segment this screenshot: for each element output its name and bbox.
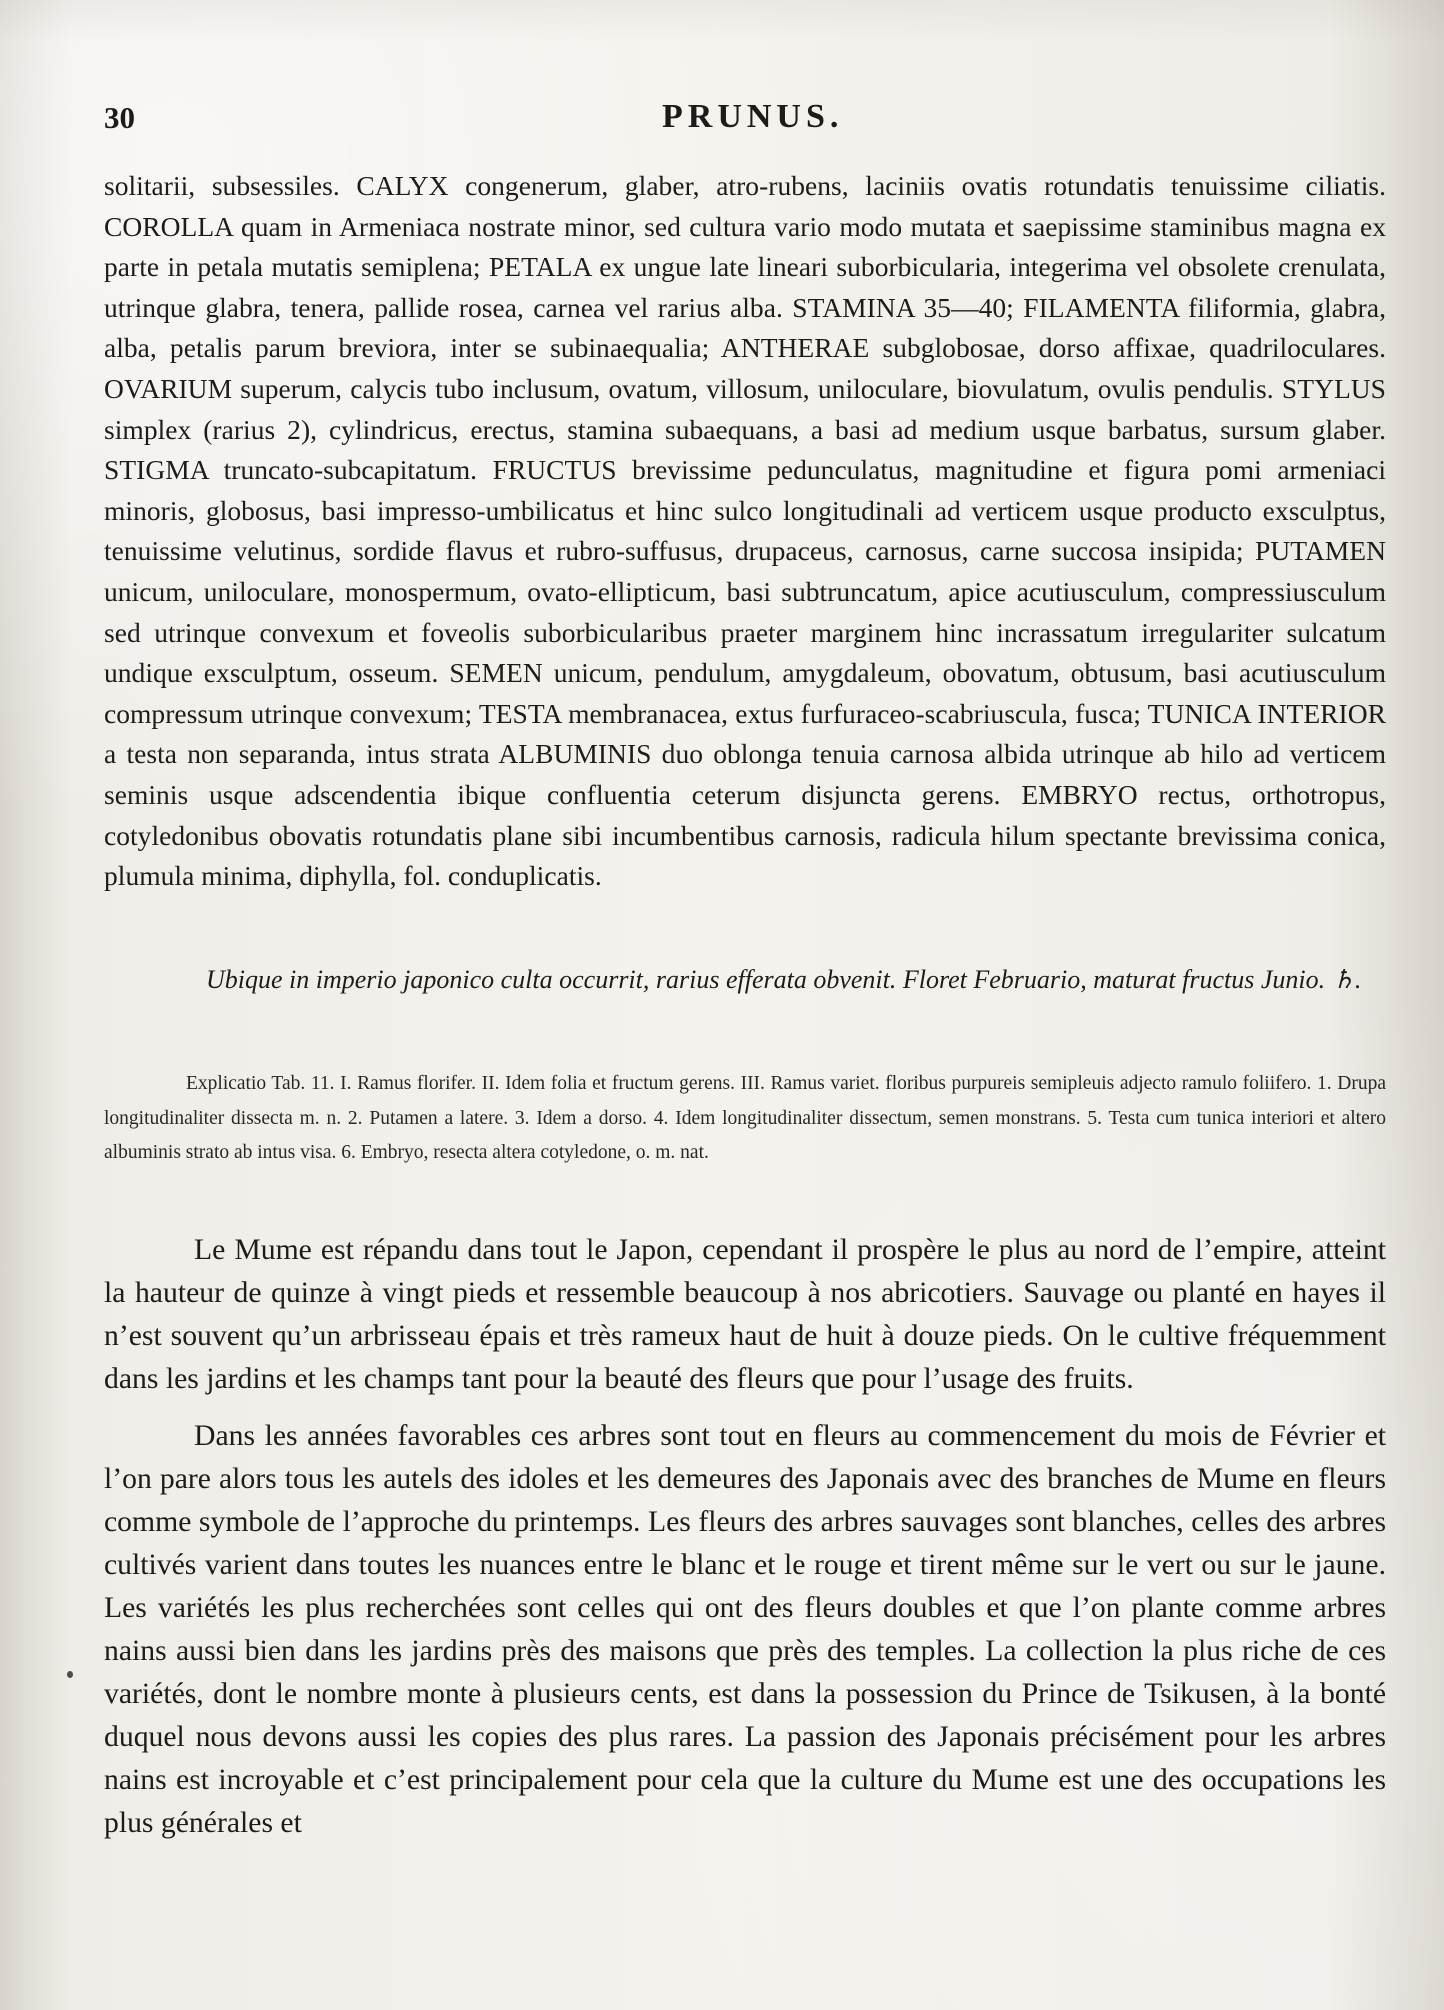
- french-description: [104, 1229, 1386, 1845]
- ink-speck: [67, 1671, 73, 1678]
- page-number: 30: [104, 100, 135, 135]
- page-shadow: [0, 0, 1444, 42]
- french-paragraph-2: Dans les années favorables ces arbres sont tout en fleurs au commencement du mois de Février et l’on pare alors tous les autels des idoles et les demeures des Japonais avec des branches de Mume en fleurs comme symbole de l’approche du printemps. Les fleurs des arbres sauvages sont blanches, celles des arbres cultivés varient dans toutes les nuances entre le blanc et le rouge et tirent même sur le vert ou sur le jaune. Les variétés les plus recherchées sont celles qui ont des fleurs doubles et que l’on plante comme arbres nains aussi bien dans les jardins près des maisons que près des temples. La collection la plus riche de ces variétés, dont le nombre monte à plusieurs cents, est dans la possession du Prince de Tsikusen, à la bonté duquel nous devons aussi les copies des plus rares. La passion des Japonais précisément pour les arbres nains est incroyable et c’est principalement pour cela que la culture du Mume est une des occupations les plus générales et: [104, 1420, 1386, 1839]
- latin-description-paragraph: solitarii, subsessiles. CALYX congenerum, glaber, atro-rubens, laciniis ovatis rotundatis tenuissime ciliatis. COROLLA quam in Armeniaca nostrate minor, sed cultura vario modo mutata et saepissime staminibus magna ex parte in petala mutatis semiplena; PETALA ex ungue late lineari suborbicularia, integerima vel obsolete crenulata, utrinque glabra, tenera, pallide rosea, carnea vel rarius alba. STAMINA 35—40; FILAMENTA filiformia, glabra, alba, petalis parum breviora, inter se subinaequalia; ANTHERAE subglobosae, dorso affixae, quadriloculares. OVARIUM superum, calycis tubo inclusum, ovatum, villosum, uniloculare, biovulatum, ovulis pendulis. STYLUS simplex (rarius 2), cylindricus, erectus, stamina subaequans, a basi ad medium usque barbatus, sursum glaber. STIGMA truncato-subcapitatum. FRUCTUS brevissime pedunculatus, magnitudine et figura pomi armeniaci minoris, globosus, basi impresso-umbilicatus et hinc sulco longitudinali ad verticem usque producto exsculptus, tenuissime velutinus, sordide flavus et rubro-suffusus, drupaceus, carnosus, carne succosa insipida; PUTAMEN unicum, uniloculare, monospermum, ovato-ellipticum, basi subtruncatum, apice acutiusculum, compressiusculum sed utrinque convexum et foveolis suborbicularibus praeter marginem hinc incrassatum irregulariter sulcatum undique exsculptum, osseum. SEMEN unicum, pendulum, amygdaleum, obovatum, obtusum, basi acutiusculum compressum utrinque convexum; TESTA membranacea, extus furfuraceo-scabriuscula, fusca; TUNICA INTERIOR a testa non separanda, intus strata ALBUMINIS duo oblonga tenuia carnosa albida utrinque ab hilo ad verticem seminis usque adscendentia ibique confluentia ceterum disjuncta gerens. EMBRYO rectus, orthotropus, cotyledonibus obovatis rotundatis plane sibi incumbentibus carnosis, radicula hilum spectante brevissima conica, plumula minima, diphylla, fol. conduplicatis.: [104, 170, 1386, 892]
- latin-botanical-description: [104, 166, 1386, 897]
- habitat-note: [104, 958, 1386, 1002]
- habitat-text: Ubique in imperio japonico culta occurrit, rarius efferata obvenit. Floret Februario, maturat fructus Junio. ♄.: [206, 965, 1362, 994]
- running-header: [104, 100, 1389, 134]
- plate-explanation: [104, 1067, 1386, 1171]
- running-title: PRUNUS.: [662, 98, 844, 135]
- french-paragraph-1: Le Mume est répandu dans tout le Japon, cependant il prospère le plus au nord de l’empire, atteint la hauteur de quinze à vingt pieds et ressemble beaucoup à nos abricotiers. Sauvage ou planté en hayes il n’est souvent qu’un arbrisseau épais et très rameux haut de huit à douze pieds. On le cultive fréquemment dans les jardins et les champs tant pour la beauté des fleurs que pour l’usage des fruits.: [104, 1234, 1386, 1395]
- plate-explanation-text: Explicatio Tab. 11. I. Ramus florifer. II. Idem folia et fructum gerens. III. Ramus variet. floribus purpureis semipleuis adjecto ramulo foliifero. 1. Drupa longitudinaliter dissecta m. n. 2. Putamen a latere. 3. Idem a dorso. 4. Idem longitudinaliter dissectum, semen monstrans. 5. Testa cum tunica interiori et altero albuminis strato ab intus visa. 6. Embryo, resecta altera cotyledone, o. m. nat.: [104, 1073, 1386, 1164]
